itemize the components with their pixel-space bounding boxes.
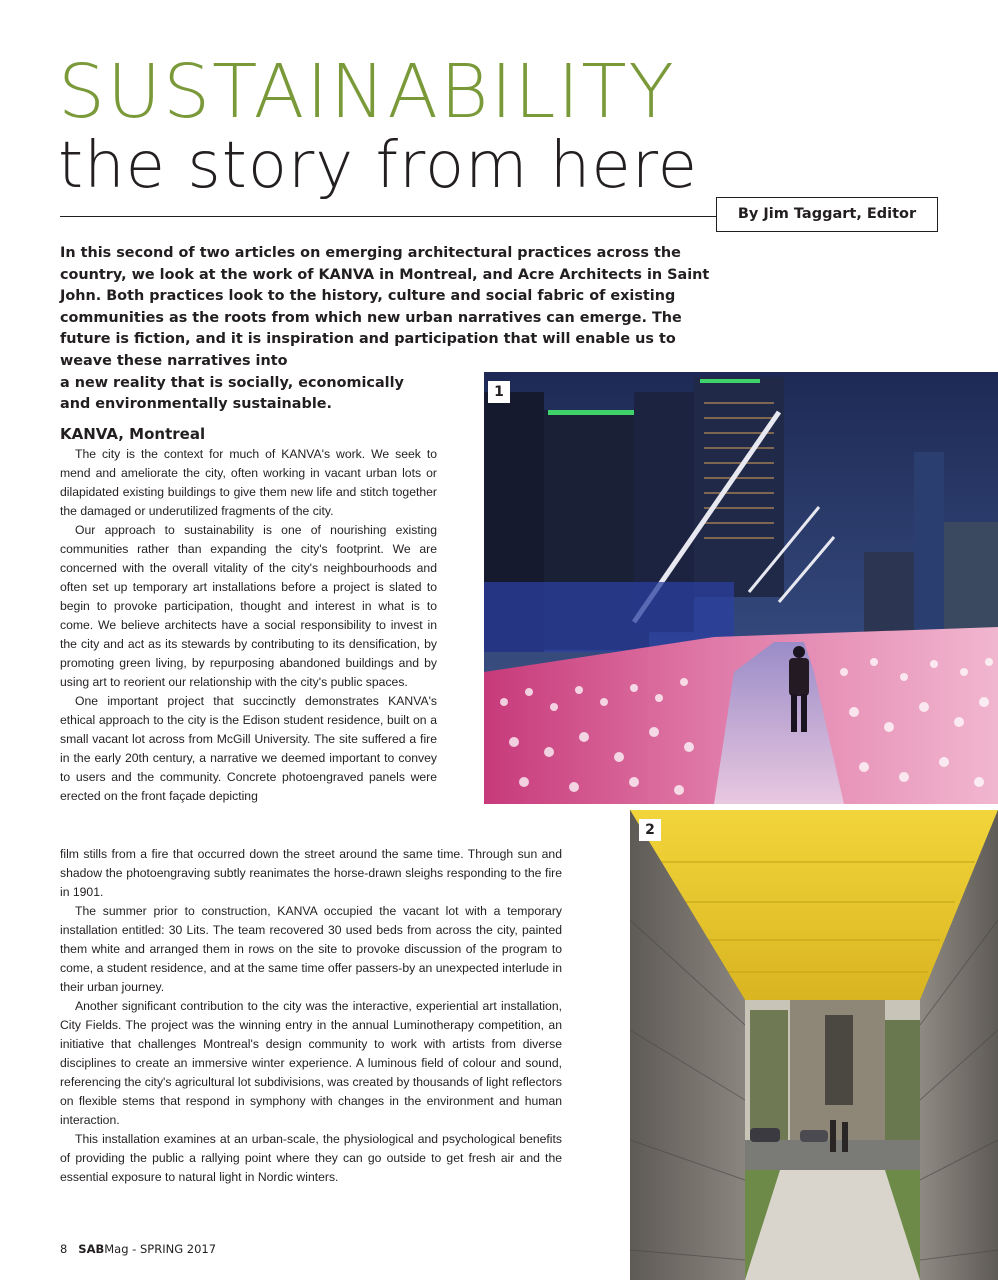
photo-number-label: 2 xyxy=(639,819,661,841)
body-paragraph: Our approach to sustainability is one of nourishing existing communities rather than expanding the city's footprint. We are concerned with the overall vitality of the city's neighbourhoods and often set up temporary art installations before a project is slated to begin to provoke participation, thought and interest in what is to come. We believe architects have a social responsibility to invest in the city and act as its stewards by contributing to its densification, by promoting green living, by repurposing abandoned buildings and by using art to reorient our relationship with the city's public spaces. xyxy=(60,523,437,689)
body-column xyxy=(60,445,437,806)
title-divider xyxy=(60,216,718,217)
byline-box: By Jim Taggart, Editor xyxy=(716,197,938,232)
intro-lead: In this second of two articles on emerging architectural practices across the country, we look at the work of KANVA in Montreal, and Acre Architects in Saint John. Both practices look to the history, culture and social fabric of existing communities as the roots from which new urban narratives can emerge. The future is fiction, and it is inspiration and participation that will enable us to weave these narratives into xyxy=(60,245,710,369)
body-paragraph: The city is the context for much of KANVA's work. We seek to mend and ameliorate the city, often working in vacant urban lots or dilapidated existing buildings to give them new life and stitch together the damaged or underutilized fragments of the city. xyxy=(60,447,437,518)
page-number: 8 xyxy=(60,1242,68,1256)
photo-number-label: 1 xyxy=(488,381,510,403)
intro-tail: a new reality that is socially, economically and environmentally sustainable. xyxy=(60,374,404,413)
body-paragraph: The summer prior to construction, KANVA occupied the vacant lot with a temporary installation entitled: 30 Lits. The team recovered 30 used beds from across the city, painted them white and arranged them in rows on the site to provoke discussion of the program to come, a student residence, and at the same time offer passers-by an unexpected interlude in their urban journey. xyxy=(60,904,562,994)
photo-edison-residence-passage xyxy=(630,810,998,1280)
body-wide-column xyxy=(60,845,562,1187)
body-paragraph: This installation examines at an urban-scale, the physiological and psychological benefits of providing the public a rallying point where they can go outside to get fresh air and the essential exposure to natural light in Nordic winters. xyxy=(60,1132,562,1184)
page-footer xyxy=(60,1241,216,1257)
body-paragraph: One important project that succinctly demonstrates KANVA's ethical approach to the city is the Edison student residence, built on a small vacant lot across from McGill University. The site suffered a fire in the early 20th century, a narrative we deemed important to convey to users and the community. Concrete photoengraved panels were erected on the front façade depicting xyxy=(60,694,437,803)
page-subtitle: the story from here xyxy=(58,129,698,203)
body-paragraph: Another significant contribution to the city was the interactive, experiential art installation, City Fields. The project was the winning entry in the annual Luminotherapy competition, an initiative that challenges Montreal's design community to work with artists from diverse disciplines to create an immersive winter experience. A luminous field of colour and sound, referencing the city's agricultural lot subdivisions, was created by thousands of light reflectors on flexible stems that respond in symphony with changes in the environment and human interaction. xyxy=(60,999,562,1127)
page-title: SUSTAINABILITY xyxy=(58,49,676,135)
body-paragraph: film stills from a fire that occurred down the street around the same time. Through sun and shadow the photoengraving subtly reanimates the horse-drawn sleighs responding to the fire in 1901. xyxy=(60,847,562,899)
section-heading: KANVA, Montreal xyxy=(60,425,206,443)
photo-city-fields xyxy=(484,372,998,804)
magazine-brand: SAB xyxy=(78,1242,105,1256)
magazine-issue: Mag - SPRING 2017 xyxy=(104,1242,217,1256)
